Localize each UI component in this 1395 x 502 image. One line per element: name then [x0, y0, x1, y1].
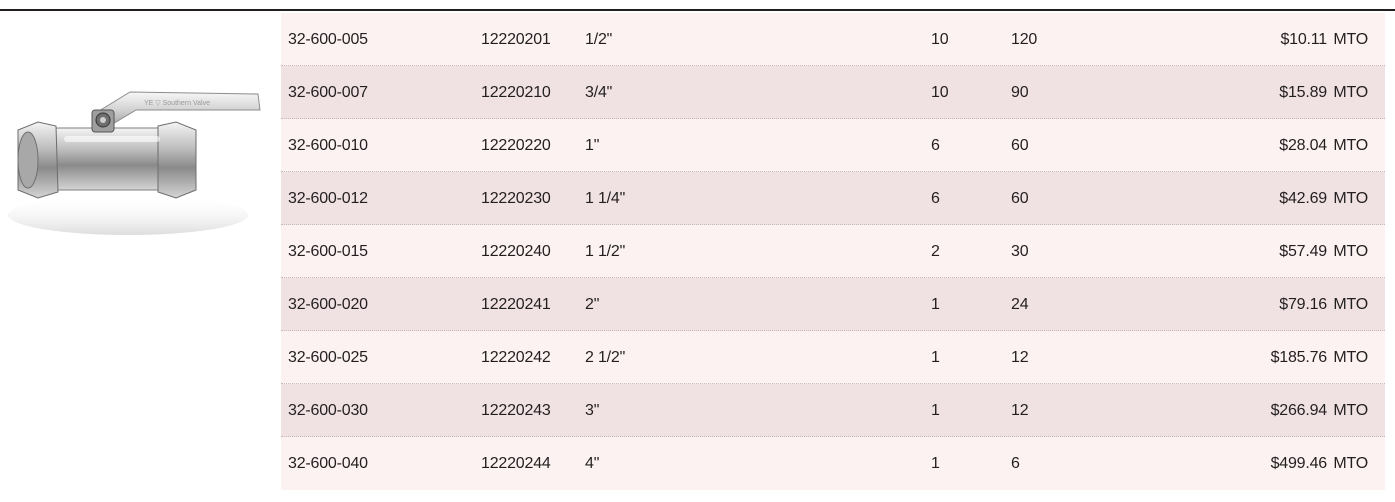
part-number-cell: 32-600-040 — [288, 455, 368, 472]
status-cell: MTO — [1333, 84, 1368, 101]
price-cell: $266.94 — [1270, 402, 1327, 419]
price-cell: $499.46 — [1270, 455, 1327, 472]
status-cell: MTO — [1333, 31, 1368, 48]
size-cell: 1 1/4" — [585, 190, 626, 207]
item-code-cell: 12220243 — [481, 402, 551, 419]
status-cell: MTO — [1333, 296, 1368, 313]
price-cell: $79.16 — [1279, 296, 1327, 313]
item-code-cell: 12220244 — [481, 455, 551, 472]
status-cell: MTO — [1333, 402, 1368, 419]
ball-valve-icon — [8, 70, 266, 236]
part-number-cell: 32-600-005 — [288, 31, 368, 48]
pack-quantity-cell: 6 — [931, 190, 940, 207]
table-row — [281, 331, 1385, 384]
part-number-cell: 32-600-025 — [288, 349, 368, 366]
size-cell: 4" — [585, 455, 600, 472]
price-cell: $42.69 — [1279, 190, 1327, 207]
size-cell: 3/4" — [585, 84, 613, 101]
part-number-cell: 32-600-030 — [288, 402, 368, 419]
part-number-cell: 32-600-015 — [288, 243, 368, 260]
svg-text:YE ▽ Southern Valve: YE ▽ Southern Valve — [144, 100, 210, 107]
item-code-cell: 12220240 — [481, 243, 551, 260]
status-cell: MTO — [1333, 455, 1368, 472]
price-cell: $28.04 — [1279, 137, 1327, 154]
size-cell: 3" — [585, 402, 600, 419]
pack-quantity-cell: 1 — [931, 455, 940, 472]
table-row — [281, 278, 1385, 331]
price-table — [281, 13, 1385, 490]
table-row — [281, 437, 1385, 490]
size-cell: 1/2" — [585, 31, 613, 48]
price-cell: $10.11 — [1280, 31, 1327, 48]
table-row — [281, 384, 1385, 437]
item-code-cell: 12220220 — [481, 137, 551, 154]
size-cell: 2 1/2" — [585, 349, 626, 366]
item-code-cell: 12220230 — [481, 190, 551, 207]
table-row — [281, 225, 1385, 278]
box-quantity-cell: 24 — [1011, 296, 1029, 313]
status-cell: MTO — [1333, 349, 1368, 366]
top-rule — [0, 9, 1395, 11]
part-number-cell: 32-600-012 — [288, 190, 368, 207]
price-cell: $185.76 — [1270, 349, 1327, 366]
item-code-cell: 12220241 — [481, 296, 551, 313]
status-cell: MTO — [1333, 190, 1368, 207]
item-code-cell: 12220210 — [481, 84, 551, 101]
status-cell: MTO — [1333, 243, 1368, 260]
status-cell: MTO — [1333, 137, 1368, 154]
pack-quantity-cell: 1 — [931, 296, 940, 313]
box-quantity-cell: 90 — [1011, 84, 1029, 101]
box-quantity-cell: 120 — [1011, 31, 1038, 48]
box-quantity-cell: 6 — [1011, 455, 1020, 472]
table-row — [281, 172, 1385, 225]
size-cell: 1 1/2" — [585, 243, 626, 260]
box-quantity-cell: 60 — [1011, 137, 1029, 154]
size-cell: 2" — [585, 296, 600, 313]
table-row — [281, 66, 1385, 119]
box-quantity-cell: 12 — [1011, 349, 1029, 366]
pack-quantity-cell: 2 — [931, 243, 940, 260]
price-cell: $15.89 — [1279, 84, 1327, 101]
table-row — [281, 119, 1385, 172]
box-quantity-cell: 30 — [1011, 243, 1029, 260]
pack-quantity-cell: 1 — [931, 349, 940, 366]
box-quantity-cell: 60 — [1011, 190, 1029, 207]
part-number-cell: 32-600-020 — [288, 296, 368, 313]
item-code-cell: 12220242 — [481, 349, 551, 366]
part-number-cell: 32-600-010 — [288, 137, 368, 154]
item-code-cell: 12220201 — [481, 31, 551, 48]
price-cell: $57.49 — [1279, 243, 1327, 260]
box-quantity-cell: 12 — [1011, 402, 1029, 419]
size-cell: 1" — [585, 137, 600, 154]
part-number-cell: 32-600-007 — [288, 84, 368, 101]
pack-quantity-cell: 10 — [931, 84, 949, 101]
pack-quantity-cell: 10 — [931, 31, 949, 48]
table-row — [281, 13, 1385, 66]
pack-quantity-cell: 6 — [931, 137, 940, 154]
pack-quantity-cell: 1 — [931, 402, 940, 419]
